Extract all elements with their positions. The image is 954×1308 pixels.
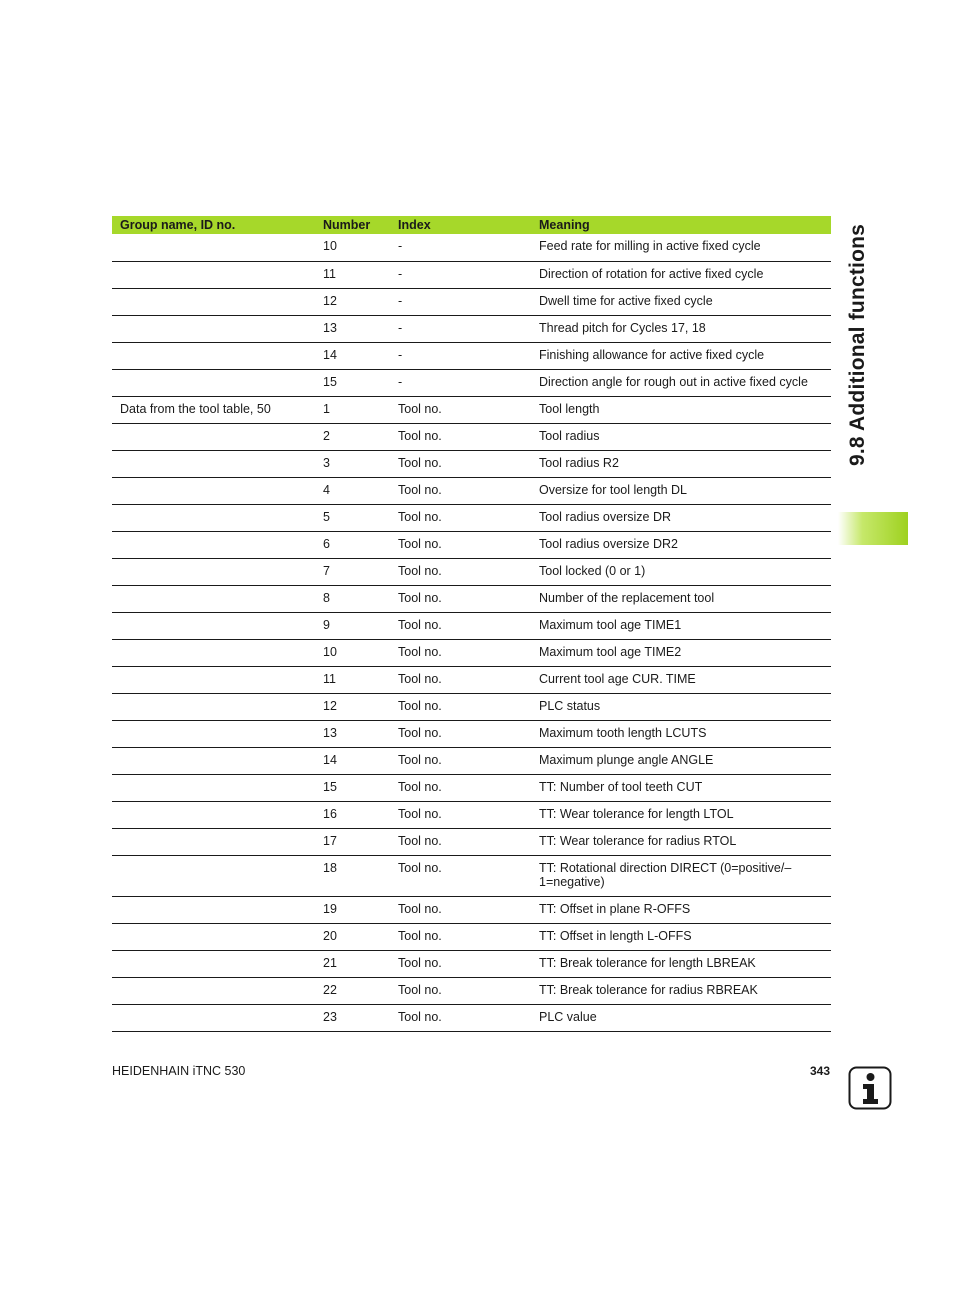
- header-number: Number: [315, 216, 390, 234]
- table-row: [112, 801, 831, 828]
- cell-index: Tool no.: [390, 612, 531, 639]
- cell-meaning: TT: Rotational direction DIRECT (0=positive/–1=negative): [531, 855, 831, 896]
- cell-index: Tool no.: [390, 896, 531, 923]
- cell-index: -: [390, 234, 531, 261]
- cell-meaning: TT: Offset in length L-OFFS: [531, 923, 831, 950]
- cell-group-name: [112, 558, 315, 585]
- header-index: Index: [390, 216, 531, 234]
- cell-index: Tool no.: [390, 774, 531, 801]
- cell-index: Tool no.: [390, 450, 531, 477]
- footer-manual-name: HEIDENHAIN iTNC 530: [112, 1064, 246, 1078]
- cell-group-name: [112, 801, 315, 828]
- cell-number: 15: [315, 774, 390, 801]
- table-row: [112, 612, 831, 639]
- cell-index: -: [390, 261, 531, 288]
- cell-meaning: Tool radius: [531, 423, 831, 450]
- cell-number: 16: [315, 801, 390, 828]
- cell-index: Tool no.: [390, 693, 531, 720]
- cell-meaning: Maximum tooth length LCUTS: [531, 720, 831, 747]
- info-icon: [848, 1066, 892, 1110]
- cell-number: 3: [315, 450, 390, 477]
- cell-number: 2: [315, 423, 390, 450]
- cell-meaning: Tool locked (0 or 1): [531, 558, 831, 585]
- cell-number: 5: [315, 504, 390, 531]
- cell-index: Tool no.: [390, 950, 531, 977]
- cell-index: Tool no.: [390, 1004, 531, 1031]
- cell-number: 17: [315, 828, 390, 855]
- table-row: [112, 693, 831, 720]
- cell-group-name: [112, 720, 315, 747]
- cell-group-name: [112, 612, 315, 639]
- cell-number: 20: [315, 923, 390, 950]
- table-row: [112, 342, 831, 369]
- cell-index: Tool no.: [390, 855, 531, 896]
- table-row: [112, 950, 831, 977]
- cell-index: Tool no.: [390, 801, 531, 828]
- table-row: [112, 504, 831, 531]
- cell-index: -: [390, 369, 531, 396]
- cell-index: Tool no.: [390, 977, 531, 1004]
- cell-index: Tool no.: [390, 585, 531, 612]
- cell-group-name: [112, 450, 315, 477]
- cell-meaning: TT: Break tolerance for radius RBREAK: [531, 977, 831, 1004]
- chapter-side-title: [838, 212, 878, 477]
- cell-number: 4: [315, 477, 390, 504]
- table-row: [112, 315, 831, 342]
- cell-number: 10: [315, 234, 390, 261]
- cell-number: 14: [315, 747, 390, 774]
- cell-meaning: PLC value: [531, 1004, 831, 1031]
- cell-group-name: [112, 774, 315, 801]
- cell-group-name: [112, 477, 315, 504]
- cell-group-name: [112, 666, 315, 693]
- chapter-side-title-text: 9.8 Additional functions: [846, 223, 869, 466]
- cell-meaning: Tool radius R2: [531, 450, 831, 477]
- cell-index: Tool no.: [390, 923, 531, 950]
- cell-index: Tool no.: [390, 423, 531, 450]
- table-row: [112, 896, 831, 923]
- parameter-table: [112, 216, 831, 1032]
- table-header-row: [112, 216, 831, 234]
- table-row: [112, 450, 831, 477]
- cell-index: Tool no.: [390, 747, 531, 774]
- cell-group-name: [112, 639, 315, 666]
- cell-group-name: [112, 896, 315, 923]
- cell-meaning: Dwell time for active fixed cycle: [531, 288, 831, 315]
- cell-number: 22: [315, 977, 390, 1004]
- cell-group-name: [112, 261, 315, 288]
- cell-number: 21: [315, 950, 390, 977]
- cell-group-name: [112, 288, 315, 315]
- cell-group-name: [112, 977, 315, 1004]
- cell-index: Tool no.: [390, 666, 531, 693]
- cell-index: -: [390, 315, 531, 342]
- header-meaning: Meaning: [531, 216, 831, 234]
- cell-number: 18: [315, 855, 390, 896]
- cell-meaning: Number of the replacement tool: [531, 585, 831, 612]
- cell-number: 13: [315, 720, 390, 747]
- table-row: [112, 369, 831, 396]
- table-row: [112, 288, 831, 315]
- cell-index: Tool no.: [390, 558, 531, 585]
- cell-number: 10: [315, 639, 390, 666]
- table-row: [112, 234, 831, 261]
- table-row: [112, 531, 831, 558]
- table-row: [112, 396, 831, 423]
- cell-group-name: [112, 423, 315, 450]
- cell-number: 19: [315, 896, 390, 923]
- cell-group-name: [112, 504, 315, 531]
- chapter-tab-marker: [838, 512, 908, 545]
- table-body: [112, 234, 831, 1031]
- cell-number: 11: [315, 261, 390, 288]
- table-row: [112, 585, 831, 612]
- cell-group-name: [112, 531, 315, 558]
- cell-meaning: Oversize for tool length DL: [531, 477, 831, 504]
- cell-meaning: TT: Wear tolerance for length LTOL: [531, 801, 831, 828]
- cell-number: 8: [315, 585, 390, 612]
- cell-group-name: [112, 342, 315, 369]
- table-row: [112, 666, 831, 693]
- table-row: [112, 923, 831, 950]
- table-row: [112, 855, 831, 896]
- cell-group-name: [112, 693, 315, 720]
- cell-index: Tool no.: [390, 720, 531, 747]
- cell-group-name: [112, 1004, 315, 1031]
- cell-meaning: Tool radius oversize DR: [531, 504, 831, 531]
- cell-number: 13: [315, 315, 390, 342]
- cell-meaning: TT: Number of tool teeth CUT: [531, 774, 831, 801]
- cell-number: 6: [315, 531, 390, 558]
- cell-meaning: TT: Break tolerance for length LBREAK: [531, 950, 831, 977]
- cell-meaning: Tool radius oversize DR2: [531, 531, 831, 558]
- cell-meaning: Thread pitch for Cycles 17, 18: [531, 315, 831, 342]
- cell-group-name: [112, 747, 315, 774]
- table-row: [112, 828, 831, 855]
- header-group-name: Group name, ID no.: [112, 216, 315, 234]
- cell-group-name: [112, 369, 315, 396]
- table-row: [112, 1004, 831, 1031]
- cell-meaning: Maximum plunge angle ANGLE: [531, 747, 831, 774]
- cell-number: 15: [315, 369, 390, 396]
- cell-number: 7: [315, 558, 390, 585]
- cell-group-name: [112, 234, 315, 261]
- table-row: [112, 720, 831, 747]
- cell-meaning: Direction angle for rough out in active fixed cycle: [531, 369, 831, 396]
- table-row: [112, 558, 831, 585]
- table-row: [112, 747, 831, 774]
- cell-meaning: Maximum tool age TIME1: [531, 612, 831, 639]
- cell-meaning: Tool length: [531, 396, 831, 423]
- cell-meaning: TT: Wear tolerance for radius RTOL: [531, 828, 831, 855]
- cell-index: -: [390, 342, 531, 369]
- cell-index: Tool no.: [390, 477, 531, 504]
- cell-group-name: [112, 315, 315, 342]
- table-row: [112, 774, 831, 801]
- cell-number: 11: [315, 666, 390, 693]
- footer-page-number: 343: [809, 1064, 830, 1078]
- cell-meaning: Current tool age CUR. TIME: [531, 666, 831, 693]
- cell-index: Tool no.: [390, 531, 531, 558]
- cell-meaning: Maximum tool age TIME2: [531, 639, 831, 666]
- cell-number: 1: [315, 396, 390, 423]
- cell-meaning: TT: Offset in plane R-OFFS: [531, 896, 831, 923]
- cell-number: 12: [315, 288, 390, 315]
- table-row: [112, 423, 831, 450]
- table-row: [112, 639, 831, 666]
- cell-meaning: Finishing allowance for active fixed cycle: [531, 342, 831, 369]
- table-row: [112, 977, 831, 1004]
- cell-index: Tool no.: [390, 639, 531, 666]
- cell-number: 23: [315, 1004, 390, 1031]
- cell-index: Tool no.: [390, 396, 531, 423]
- cell-meaning: PLC status: [531, 693, 831, 720]
- cell-index: Tool no.: [390, 504, 531, 531]
- cell-index: Tool no.: [390, 828, 531, 855]
- cell-number: 9: [315, 612, 390, 639]
- cell-group-name: Data from the tool table, 50: [112, 396, 315, 423]
- cell-meaning: Feed rate for milling in active fixed cycle: [531, 234, 831, 261]
- cell-group-name: [112, 828, 315, 855]
- cell-group-name: [112, 585, 315, 612]
- cell-group-name: [112, 950, 315, 977]
- cell-number: 14: [315, 342, 390, 369]
- cell-group-name: [112, 855, 315, 896]
- cell-meaning: Direction of rotation for active fixed cycle: [531, 261, 831, 288]
- table-row: [112, 261, 831, 288]
- cell-group-name: [112, 923, 315, 950]
- table-row: [112, 477, 831, 504]
- cell-number: 12: [315, 693, 390, 720]
- cell-index: -: [390, 288, 531, 315]
